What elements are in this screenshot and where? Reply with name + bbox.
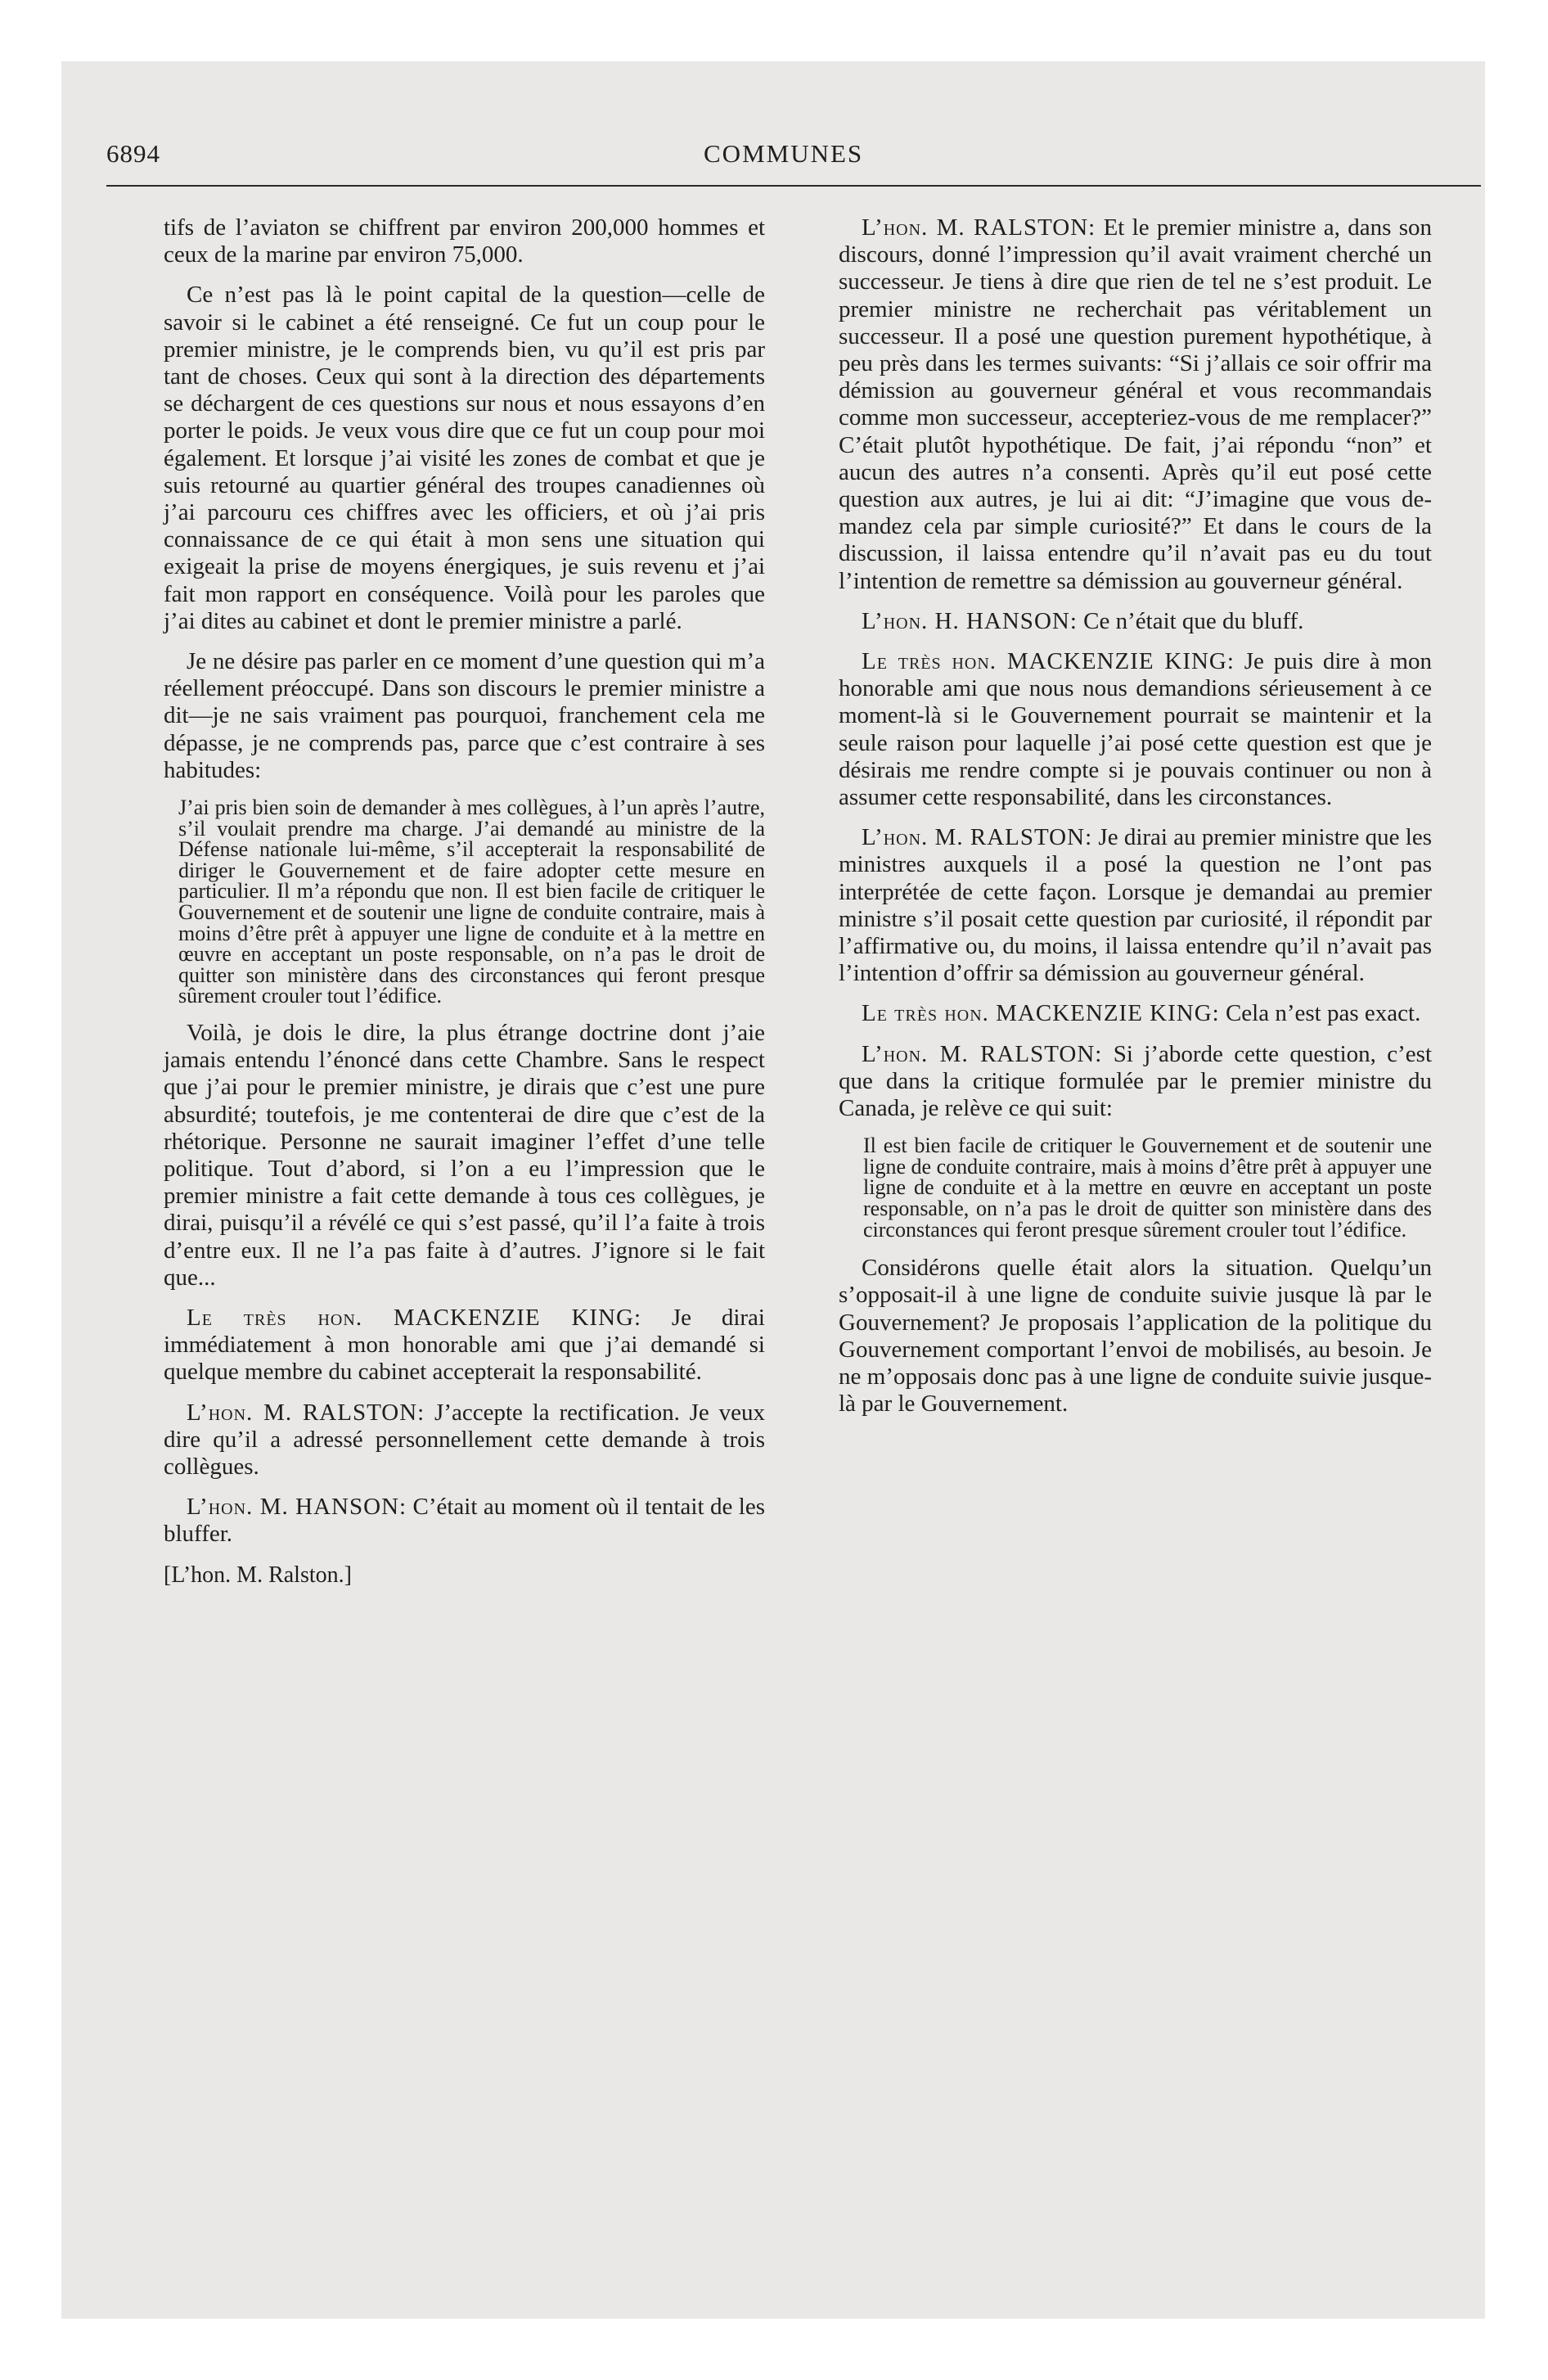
block-quote: J’ai pris bien soin de demander à mes collègues, à l’un après l’autre, s’il voulait prendre ma charge. J’ai demandé au ministre de la Défense nationale lui-même, s’il accepterait la responsabilité de diriger le Gouvernement et de faire adopter cette mesure en particulier. Il m’a répondu que non. Il est bien facile de critiquer le Gouvernement et de soutenir une ligne de conduite contraire, mais à moins d’être prêt à appuyer une ligne de conduite et à la mettre en œuvre en acceptant un poste responsable, on n’a pas le droit de quitter son ministère dans des circonstances qui feront presque sûrement crouler tout l’édifice. (178, 796, 765, 1008)
speaker-name: L’hon. M. RALSTON: (862, 214, 1096, 241)
page-number: 6894 (106, 139, 160, 168)
speech-paragraph (164, 1494, 765, 1548)
page-footer: [L’hon. M. Ralston.] (164, 1562, 352, 1588)
speaker-name: L’hon. M. RALSTON: (862, 1040, 1103, 1067)
speaker-name: L’hon. M. HANSON: (187, 1494, 407, 1521)
speech-paragraph (839, 214, 1432, 595)
speech-text: Je dirai immédiatement à mon honorable ami que j’ai demandé si quelque membre du cabinet accepterait la responsabilité. (164, 1305, 765, 1386)
speech-paragraph (839, 608, 1432, 635)
speaker-name: L’hon. H. HANSON: (862, 607, 1078, 634)
paragraph: Ce n’est pas là le point capital de la question—celle de savoir si le cabinet a été renseigné. Ce fut un coup pour le premier ministre, je le comprends bien, vu qu’il est pris par tant de choses. Ceux qui sont à la direction des départements se déchargent de ces questions sur nous et nous essayons d’en porter le poids. Je veux vous dire que ce fut un coup pour moi également. Et lorsque j’ai visité les zones de combat et que je suis retourné au quartier général des troupes canadiennes où j’ai parcouru ces chiffres avec les officiers, et où j’ai pris connaissance de ce qui était à mon sens une situation qui exigeait la prise de moyens énergiques, je suis revenu et j’ai fait mon rapport en conséquence. Voilà pour les paroles que j’ai dites au cabinet et dont le premier ministre a parlé. (164, 282, 765, 634)
speech-text: J’accepte la rectification. Je veux dire qu’il a adressé personnellement cette demande à trois collègues. (164, 1399, 765, 1481)
speaker-name: L’hon. M. RALSTON: (187, 1399, 425, 1426)
speech-paragraph (164, 1400, 765, 1481)
speech-paragraph (839, 1041, 1432, 1123)
speech-text: Je puis dire à mon honorable ami que nous nous demandions sérieusement à ce moment-là si le Gouvernement pourrait se maintenir et la seule raison pour laquelle j’ai posé cette question est que je désirais me rendre compte si je pouvais continuer ou non à assumer cette responsabilité, dans les circonstances. (839, 648, 1432, 811)
speech-text: Si j’aborde cette question, c’est que dans la critique formulée par le premier ministre du Canada, je relève ce qui suit: (839, 1040, 1433, 1122)
paragraph: Voilà, je dois le dire, la plus étrange doctrine dont j’aie jamais entendu l’énoncé dans cette Chambre. Sans le respect que j’ai pour le premier ministre, je dirais que c’est une pure absurdité; toutefois, je me contenterai de dire que c’est de la rhétorique. Personne ne saurait imaginer l’effet d’une telle politique. Tout d’abord, si l’on a eu l’impression que le premier ministre a fait cette demande à tous ces collègues, je dirai, puisqu’il a révélé ce qui s’est passé, qu’il l’a faite à trois d’entre eux. Il ne l’a pas faite à d’autres. J’ignore si le fait que... (164, 1020, 765, 1291)
right-column (839, 214, 1432, 1431)
speaker-name: Le très hon. MACKENZIE KING: (862, 1000, 1220, 1027)
left-column (164, 214, 765, 1589)
paragraph: Considérons quelle était alors la situation. Quelqu’un s’opposait-il à une ligne de conduite suivie jusque là par le Gouvernement? Je proposais l’application de la politique du Gouvernement comportant l’envoi de mobilisés, au besoin. Je ne m’opposais donc pas à une ligne de conduite suivie jusque-là par le Gouvernement. (839, 1255, 1432, 1418)
speech-text: Ce n’était que du bluff. (1077, 607, 1304, 634)
block-quote: Il est bien facile de critiquer le Gouvernement et de soutenir une ligne de conduite contraire, mais à moins d’être prêt à appuyer une ligne de conduite et à la mettre en œuvre en acceptant un poste responsable, on n’a pas le droit de quitter son ministère dans des circonstances qui feront presque sûrement crouler tout l’édifice. (863, 1134, 1432, 1242)
speech-text: Et le premier ministre a, dans son discours, donné l’impression qu’il avait vraiment cherché un successeur. Je tiens à dire que rien de tel ne s’est produit. Le premier ministre ne recherchait pas véritablement un successeur. Il a posé une question purement hypothétique, à peu près dans les termes suivants: “Si j’allais ce soir offrir ma démission au gouverneur général et vous recommandais comme mon successeur, accepteriez-vous de me remplacer?” C’était plutôt hypothétique. De fait, j’ai répondu “non” et aucun des autres n’a consenti. Après qu’il eut posé cette question aux autres, je lui ai dit: “J’imagine que vous demandez cela par simple curiosité?” Et dans le cours de la discussion, il laissa entendre qu’il n’avait pas eu du tout l’intention de remettre sa démission au gouverneur général. (839, 214, 1433, 594)
speaker-name: Le très hon. MACKENZIE KING: (187, 1305, 642, 1332)
speech-text: C’était au moment où il tentait de les bluffer. (164, 1494, 765, 1548)
speech-paragraph (839, 648, 1432, 811)
speech-paragraph (164, 1305, 765, 1386)
speech-text: Cela n’est pas exact. (1219, 1000, 1421, 1027)
paragraph: tifs de l’aviaton se chiffrent par environ 200,000 hommes et ceux de la marine par environ 75,000. (164, 214, 765, 268)
page-title: COMMUNES (704, 139, 864, 168)
speech-paragraph (839, 824, 1432, 987)
speech-paragraph (839, 1000, 1432, 1027)
speech-text: Je dirai au premier ministre que les ministres auxquels il a posé la question ne l’ont pas interprétée de cette façon. Lorsque je demandai au premier ministre s’il posait cette question par curiosité, il répondit par l’affirmative ou, du moins, il laissa entendre qu’il n’avait pas l’intention d’offrir sa démission au gouverneur général. (839, 824, 1432, 987)
paragraph: Je ne désire pas parler en ce moment d’une question qui m’a réellement préoccupé. Dans son discours le premier ministre a dit—je ne sais vraiment pas pourquoi, franchement cela me dépasse, je ne comprends pas, parce que c’est contraire à ses habitudes: (164, 648, 765, 783)
header-rule (106, 185, 1481, 187)
speaker-name: Le très hon. MACKENZIE KING: (862, 648, 1235, 675)
speaker-name: L’hon. M. RALSTON: (862, 824, 1093, 851)
